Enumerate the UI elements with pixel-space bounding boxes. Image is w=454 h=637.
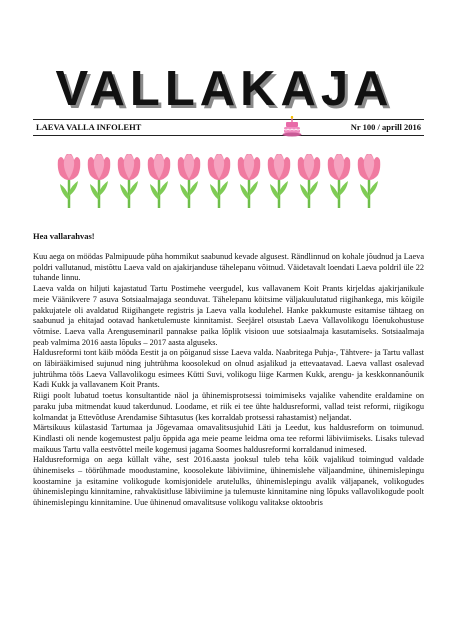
article-paragraph: Laeva valda on hiljuti kajastatud Tartu Postimehe veergudel, kus vallavanem Koit Prants kirjeldas ajakirjanikule meie Väänikvere 7 asuva Sotsiaalmajaga seonduvat. Tähelepanu köitsime väljakuulutatud riigihankega, mis kõigile pakkujatele oli avaldatud Riigihangete registris ja Laeva valla kodulehel. Hanke pakkumuste esitamise tähtaeg on saabunud ja ehitajad ootavad hanketulemuste kinnitamist. Seejärel otsustab Laeva Vallavolikogu lõenukohustuse võtmise. Laeva valla Arenguseminaril pannakse paika lõplik visioon uue sotsiaalmaja kasutamiseks. Sotsiaalmaja peab valmima 2016 aasta lõpuks – 2017 aasta alguseks. bbox=[33, 284, 424, 347]
masthead-info-bar bbox=[33, 119, 424, 136]
birthday-cake-icon bbox=[282, 116, 302, 137]
article-body bbox=[33, 252, 424, 509]
article-paragraph: Haldusreformiga on aega küllalt vähe, sest 2016.aasta jooksul tuleb teha kõik vajalikud toimingud valdade ühinemiseks – töörühmade moodustamine, koosolekute läbiviimine, ühinemislehe väljaandmine, ühinemislepingu koostamine ja esitamine volikogude komisjonidele arutelulks, ühinemislepingu avalik väljapanek, volikogudes ühinemislepingu kinnitamine, rahvaküsitluse läbiviimine ja tulemuste kinnitamine ning lõpuks vallavolikogude poolt ühinemislepingu kinnitamine. Uue ühinenud omavalitsuse volikogu valitakse oktoobris bbox=[33, 455, 424, 508]
tulip-row-decoration bbox=[56, 154, 400, 208]
issue-number: Nr 100 / aprill 2016 bbox=[350, 122, 421, 132]
article-greeting: Hea vallarahvas! bbox=[33, 231, 95, 241]
article-paragraph: Märtsikuus külastasid Tartumaa ja Jõgevamaa omavalitsusjuhid Läti ja Leedut, kus haldusreform on toimunud. Kindlasti oli nende kogemustest palju õppida aga meie peame leidma oma tee reformi läbiviimiseks. Lisaks tulevad maikuus Tartu valla eestvõttel meile kogemusi jagama Soomes haldusreformi korraldanud inimesed. bbox=[33, 423, 424, 454]
newsletter-subtitle: LAEVA VALLA INFOLEHT bbox=[36, 122, 142, 132]
masthead-title: VALLAKAJA bbox=[55, 62, 394, 116]
masthead bbox=[52, 58, 397, 120]
article-paragraph: Kuu aega on möödas Palmipuude püha hommikut saabunud kevade algusest. Rändlinnud on kohale jõudnud ja Laeva poldri vallutanud, mistõttu Laeva vald on ajakirjanduse tähelepanu võitnud. Väidetavalt loendati Laeva poldril üle 22 tuhande linnu. bbox=[33, 252, 424, 283]
article-paragraph: Riigi poolt lubatud toetus konsultantide näol ja ühinemisprotsessi toimimiseks vajalike vahendite eraldamine on paraku juba mitmendat kuud takerdunud. Loodame, et riik ei tee ühte haldusreformi, vallad teist reformi, riigikogu kolmandat ja Ettevõtluse Arendamise Sihtasutus (kes korraldab protsessi rahastamist) neljandat. bbox=[33, 391, 424, 422]
article-paragraph: Haldusreformi tont käib mööda Eestit ja on põiganud sisse Laeva valda. Naabritega Puhja-, Tähtvere- ja Tartu vallast on läbirääkimised sujunud ning juhtrühma koosolekud on olnud asjalikud ja ettevaatavad. Laeva vallast osalevad juhtrühma töös Laeva Vallavolikogu esimees Kütti Suvi, volikogu liige Karmen Kukk, arengu- ja keskkonnanõunik Kadi Kukk ja vallavanem Koit Prants. bbox=[33, 348, 424, 390]
